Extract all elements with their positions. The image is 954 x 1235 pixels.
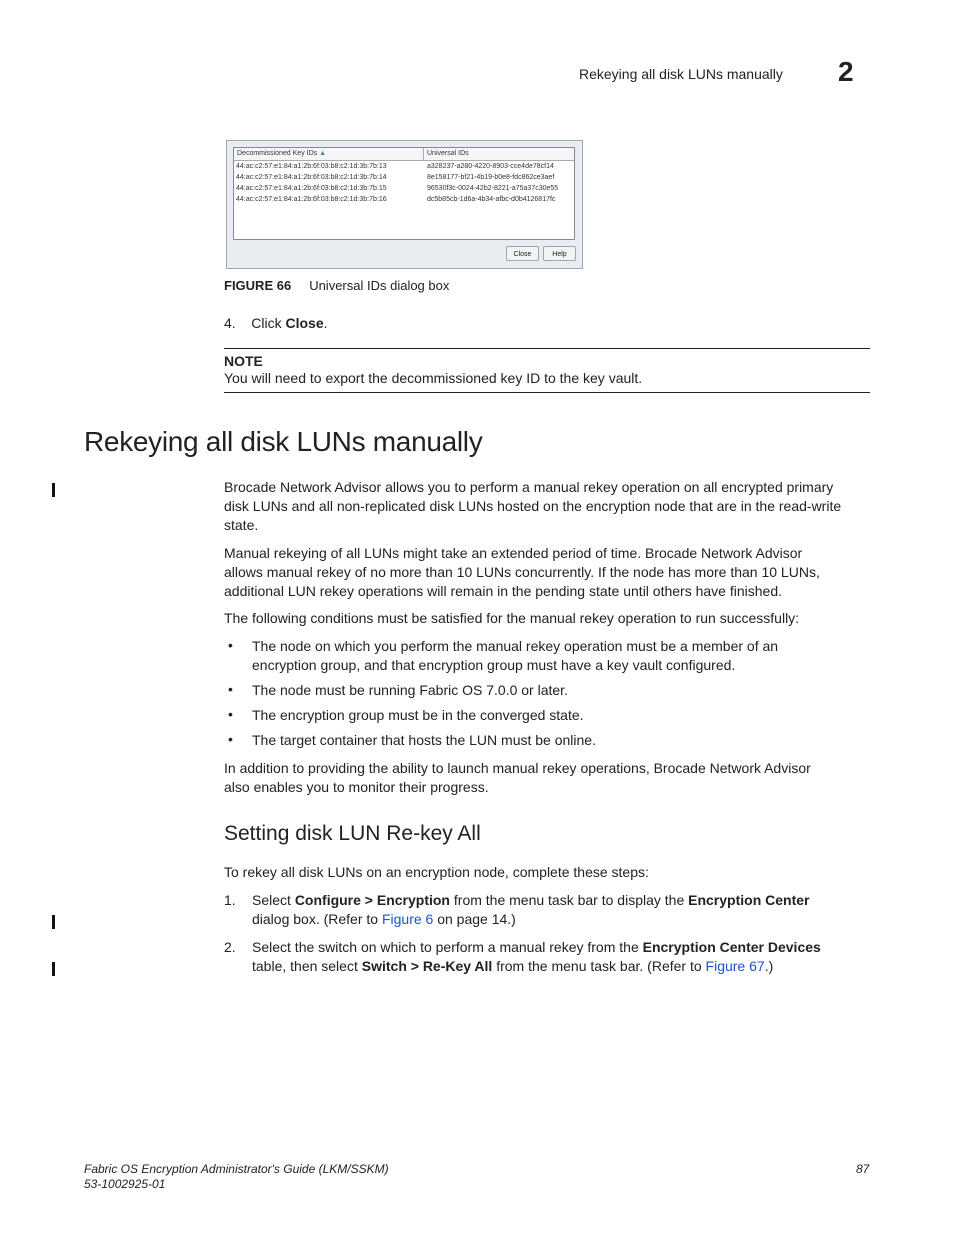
bullet-2: The node must be running Fabric OS 7.0.0 or later. [252,682,568,698]
sort-ascending-icon: ▲ [319,150,327,157]
footer-book-title: Fabric OS Encryption Administrator's Guide (LKM/SSKM) [84,1162,389,1176]
close-button[interactable]: Close [506,246,539,261]
note-top-rule [224,348,870,349]
change-bar [52,483,55,497]
bullet-3: The encryption group must be in the converged state. [252,707,584,723]
change-bar [52,962,55,976]
universal-ids-dialog [226,140,583,269]
bullet-icon: • [228,681,233,697]
figure-caption-text: Universal IDs dialog box [309,278,450,293]
paragraph-3: The following conditions must be satisfied for the manual rekey operation to run successfully: [224,610,800,626]
table-row[interactable]: 44:ac:c2:57:e1:84:a1:2b:6f:03:b8:c2:1d:3b:7b:16 dc5b85cb-1d6a-4b34-afbc-d0b4126817fc [236,196,556,203]
step-2: Select the switch on which to perform a manual rekey from the Encryption Center Devices table, then select Switch > Re-Key All from the menu task bar. (Refer to Figure 67.) [252,939,821,974]
subsection-heading: Setting disk LUN Re-key All [224,822,481,845]
table-row[interactable]: 44:ac:c2:57:e1:84:a1:2b:6f:03:b8:c2:1d:3b:7b:13 a328237-a280-4220-8903-cce4de78cf14 [236,163,554,170]
table-row[interactable]: 44:ac:c2:57:e1:84:a1:2b:6f:03:b8:c2:1d:3b:7b:15 96530f3c-0024-42b2-8221-a75a37c30e55 [236,185,559,192]
bullet-1: The node on which you perform the manual rekey operation must be a member of an encryption group, and that encryption group must have a key vault configured. [252,638,779,673]
table-header [234,148,574,161]
footer-page-number: 87 [856,1162,870,1176]
subsection-intro: To rekey all disk LUNs on an encryption node, complete these steps: [224,864,649,880]
footer-doc-number: 53-1002925-01 [84,1177,166,1191]
paragraph-4: In addition to providing the ability to launch manual rekey operations, Brocade Network Advisor also enables you to monitor their progress. [224,760,811,795]
col-header-universal-ids[interactable]: Universal IDs [427,150,469,157]
step-1-number: 1. [224,892,236,908]
figure-67-link[interactable]: Figure 67 [705,958,765,974]
step-4: 4. Click Close. [224,315,328,331]
step-1: Select Configure > Encryption from the menu task bar to display the Encryption Center dialog box. (Refer to Figure 6 on page 14.) [252,892,810,927]
paragraph-2: Manual rekeying of all LUNs might take an extended period of time. Brocade Network Advisor allows manual rekey of no more than 10 LUNs concurrently. If the node has more than 10 LUNs, additional LUN rekey operations will remain in the pending state until others have finished. [224,545,820,599]
bullet-icon: • [228,637,233,653]
table-row[interactable]: 44:ac:c2:57:e1:84:a1:2b:6f:03:b8:c2:1d:3b:7b:14 8e158177-bf21-4b19-b0e8-fdc862ce3aef [236,174,555,181]
figure-caption [224,278,449,293]
figure-label: FIGURE 66 [224,278,292,293]
col-header-key-ids[interactable]: Decommissioned Key IDs ▲ [234,148,424,160]
section-heading: Rekeying all disk LUNs manually [84,426,483,457]
change-bar [52,915,55,929]
figure-6-link[interactable]: Figure 6 [381,911,434,927]
note-bottom-rule [224,392,870,393]
bullet-icon: • [228,731,233,747]
step-2-number: 2. [224,939,236,955]
note-label: NOTE [224,353,263,369]
chapter-number: 2 [838,56,854,87]
bullet-4: The target container that hosts the LUN must be online. [252,732,596,748]
help-button[interactable]: Help [543,246,576,261]
note-text: You will need to export the decommissioned key ID to the key vault. [224,370,643,386]
running-header-title: Rekeying all disk LUNs manually [579,66,783,82]
paragraph-1: Brocade Network Advisor allows you to perform a manual rekey operation on all encrypted primary disk LUNs and all non-replicated disk LUNs hosted on the encryption node that are in the read-write state. [224,479,842,533]
bullet-icon: • [228,706,233,722]
ids-table [233,147,575,240]
